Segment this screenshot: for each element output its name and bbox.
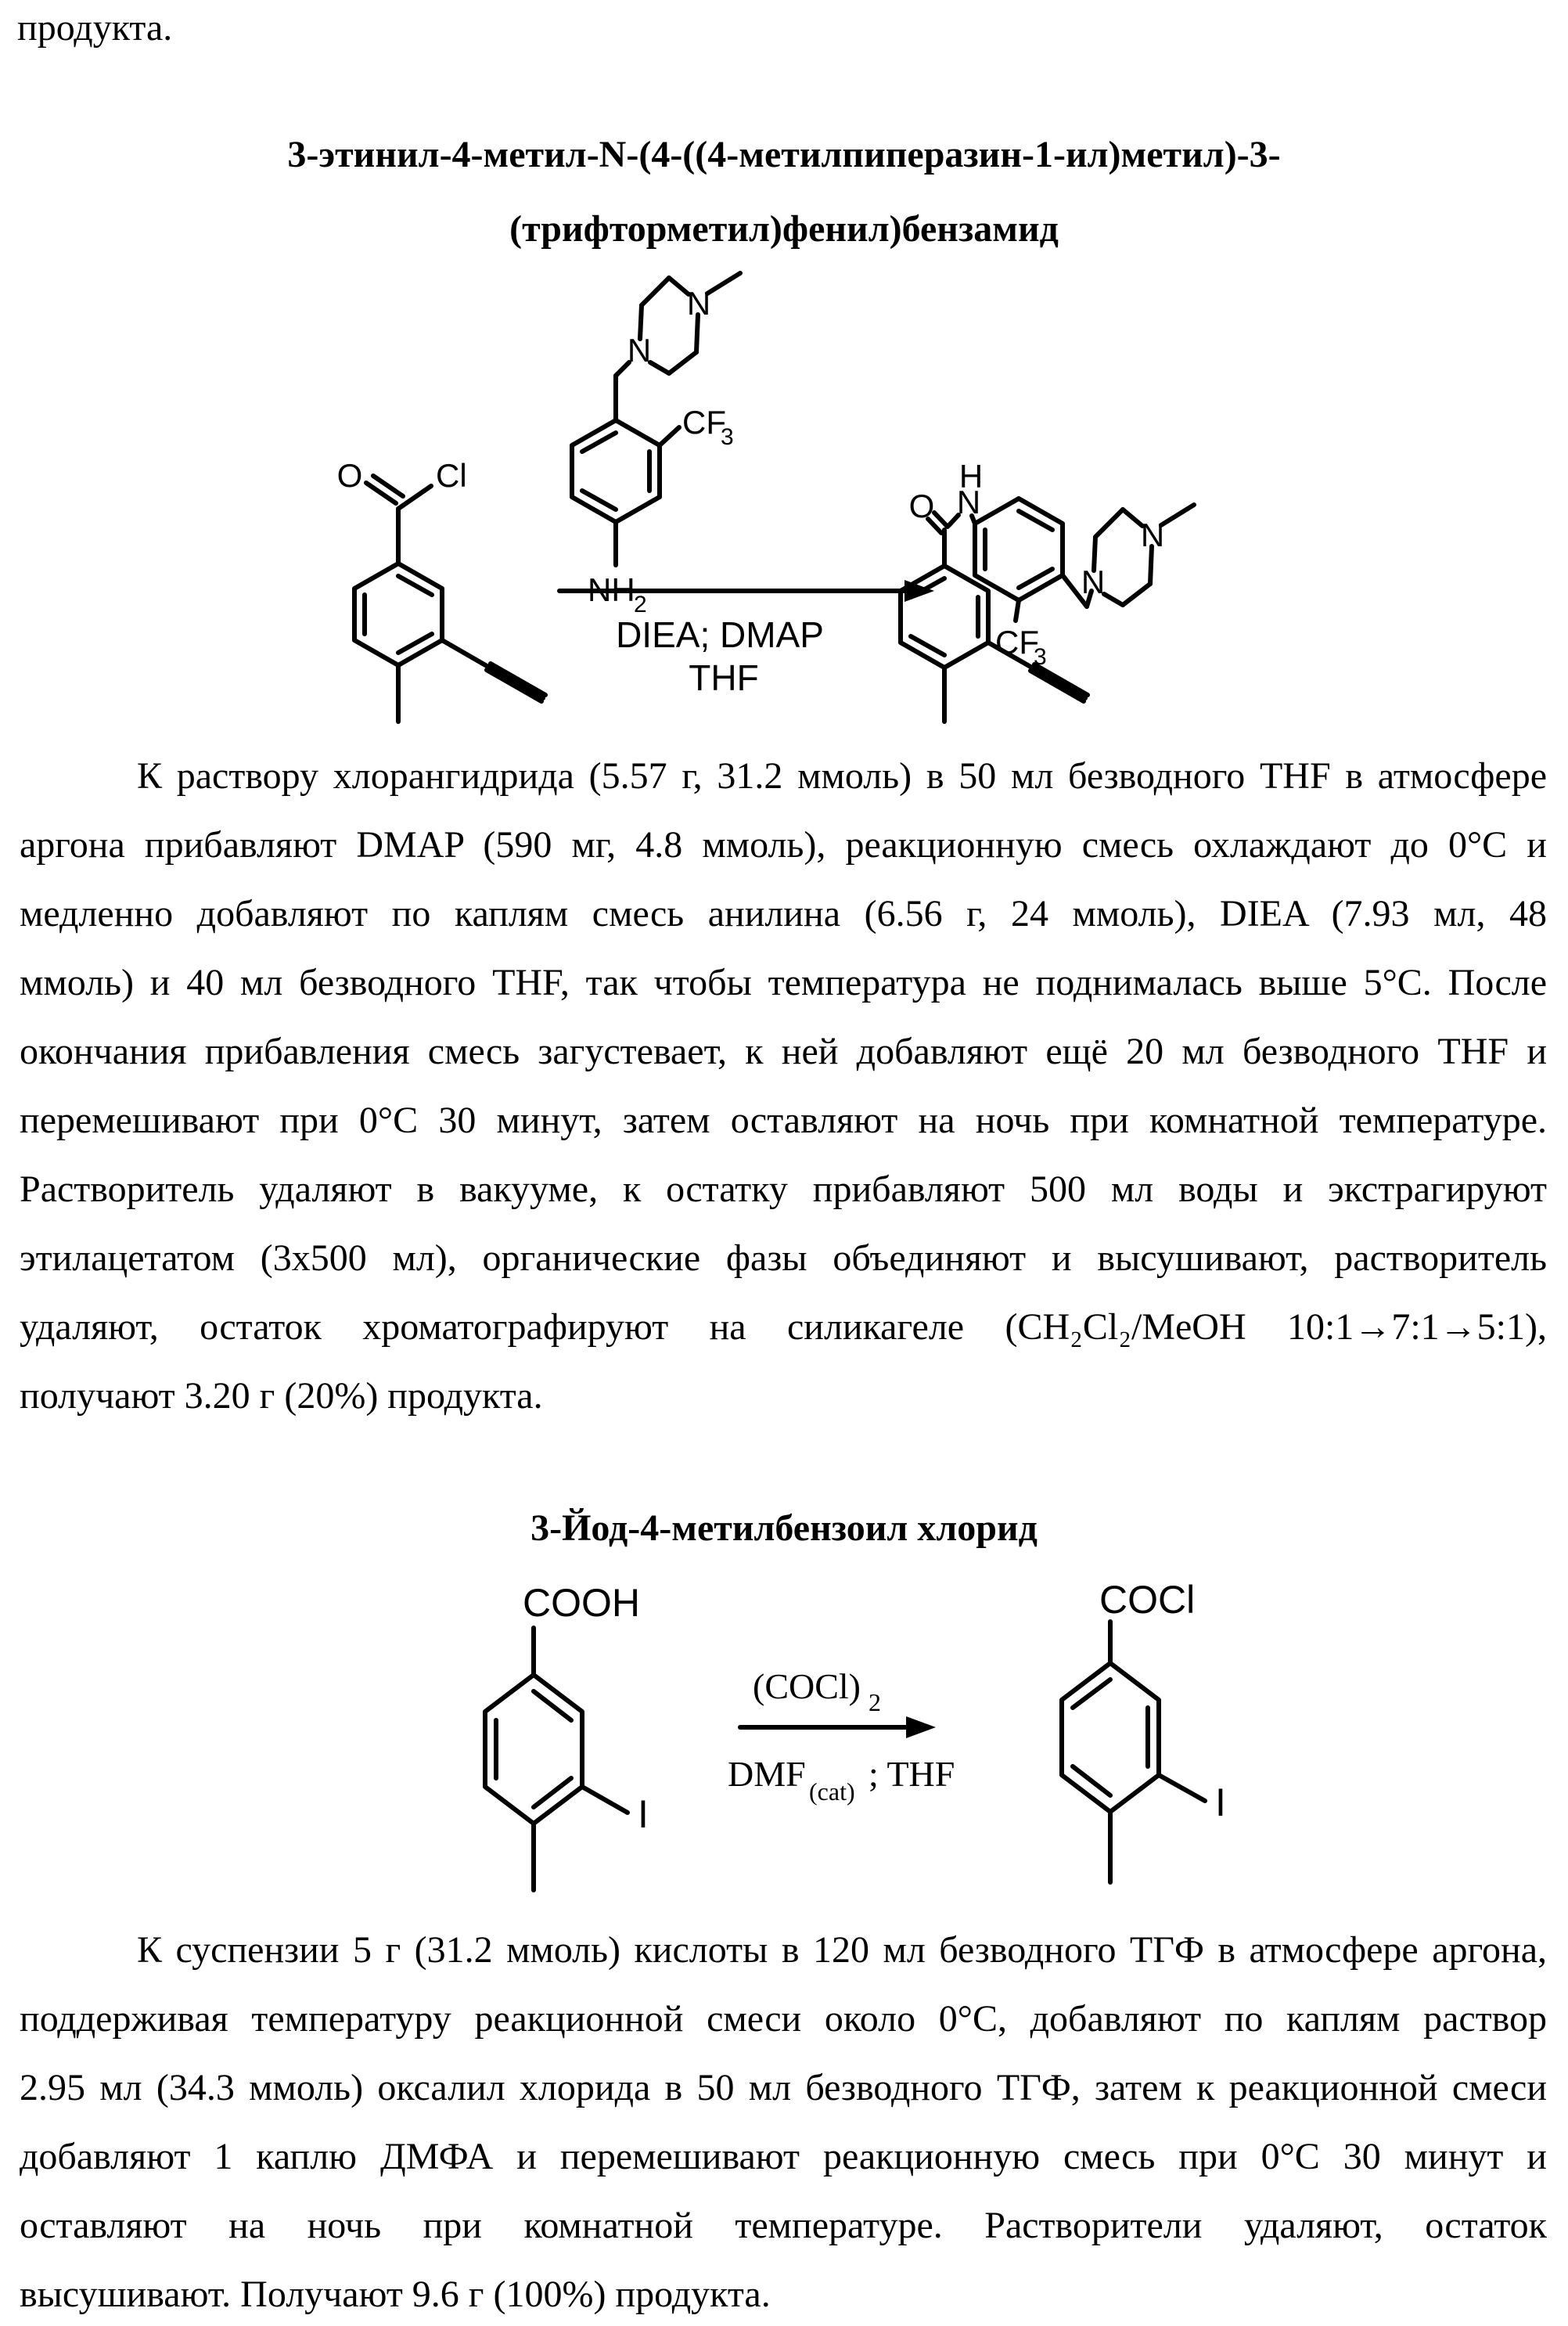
compound-title-line1: 3-этинил-4-метил-N-(4-((4-метилпиперазин-1-ил)метил)-3- (287, 134, 1281, 175)
structure-acyl-chloride (337, 457, 545, 722)
reaction-scheme-2-drawing (391, 1581, 1330, 1910)
atom-label-oxygen: O (908, 488, 935, 524)
paragraph-line: окончания прибавления смесь загустевает, к ней добавляют ещё 20 мл безводного THF и (20, 1031, 1547, 1072)
reagent-subscript: 2 (869, 1688, 881, 1716)
paragraph-line: высушивают. Получают 9.6 г (100%) продукта. (20, 2274, 771, 2315)
structure-product-benzamide (901, 458, 1194, 722)
paragraph-line: получают 3.20 г (20%) продукта. (20, 1375, 543, 1417)
atom-label-cf: CF (682, 404, 726, 441)
benzene-ring (485, 1675, 582, 1824)
subscript-3: 3 (1034, 644, 1047, 670)
atom-label-iodine: I (638, 1792, 649, 1836)
synthesis-procedure-1 (20, 742, 1547, 1431)
paragraph-line: Растворитель удаляют в вакууме, к остатку прибавляют 500 мл воды и экстрагируют (20, 1168, 1547, 1210)
atom-label-nitrogen: N (956, 484, 981, 520)
solvent-label-dmf: DMF (728, 1754, 806, 1794)
subscript-2: 2 (634, 592, 647, 618)
benzene-ring (354, 563, 442, 665)
paragraph-line: перемешивают при 0°С 30 минут, затем оставляют на ночь при комнатной температуре. (20, 1100, 1547, 1141)
benzene-ring (901, 566, 988, 668)
compound-title-line2: (трифторметил)фенил)бензамид (509, 208, 1059, 250)
carryover-text-line: продукта. (17, 7, 173, 49)
reaction-scheme-1 (269, 258, 1568, 744)
paragraph-line: добавляют 1 каплю ДМФА и перемешивают реакционную смесь при 0°С 30 минут и (20, 2136, 1547, 2177)
atom-label-cf: CF (995, 624, 1039, 661)
benzene-ring (1062, 1663, 1159, 1812)
paragraph-line: К раствору хлорангидрида (5.57 г, 31.2 ммоль) в 50 мл безводного THF в атмосфере (137, 755, 1547, 797)
atom-label-chlorine: Cl (436, 457, 467, 494)
reaction-conditions-line2: THF (689, 657, 759, 698)
paragraph-line: этилацетатом (3x500 мл), органические фазы объединяют и высушивают, растворитель (20, 1237, 1547, 1279)
paragraph-line: оставляют на ночь при комнатной температуре. Растворители удаляют, остаток (20, 2205, 1547, 2246)
compound-title-2: 3-Йод-4-метилбензоил хлорид (530, 1507, 1038, 1549)
atom-label-nitrogen: N (686, 285, 711, 322)
solvent-subscript-cat: (cat) (809, 1777, 855, 1806)
structure-aniline (572, 273, 740, 618)
paragraph-line: поддерживая температуру реакционной смеси около 0°С, добавляют по каплям раствор (20, 1998, 1547, 2040)
reaction-conditions-line1: DIEA; DMAP (616, 614, 824, 655)
atom-label-nitrogen: N (1140, 517, 1165, 553)
atom-label-oxygen: O (336, 457, 363, 494)
solvent-label-thf: ; THF (869, 1754, 955, 1794)
atom-label-nh: NH (588, 571, 635, 608)
benzene-ring (572, 420, 660, 522)
structure-benzoyl-chloride-product (1062, 1581, 1226, 1882)
paragraph-line: удаляют, остаток хроматографируют на силикагеле (CH₂Cl₂/MeOH 10:1→7:1→5:1), (20, 1306, 1547, 1348)
paragraph-line: 2.95 мл (34.3 ммоль) оксалил хлорида в 50 мл безводного ТГФ, затем к реакционной смеси (20, 2067, 1547, 2108)
cocl-label: COCl (1099, 1581, 1196, 1622)
atom-label-nitrogen: N (627, 332, 652, 369)
reaction-scheme-1-drawing (269, 258, 1568, 744)
synthesis-procedure-2 (20, 1916, 1547, 2326)
atom-label-iodine: I (1215, 1781, 1226, 1824)
atom-label-nitrogen: N (1081, 563, 1106, 600)
reagent-label: (COCl) (753, 1666, 861, 1706)
reaction-arrow-2 (728, 1666, 955, 1806)
atom-label-hydrogen: H (958, 458, 984, 495)
benzene-ring (975, 499, 1063, 600)
paragraph-line: аргона прибавляют DMAP (590 мг, 4.8 ммоль), реакционную смесь охлаждают до 0°С и (20, 824, 1547, 866)
paragraph-line: ммоль) и 40 мл безводного THF, так чтобы температура не поднималась выше 5°С. После (20, 962, 1548, 1003)
reaction-scheme-2 (391, 1581, 1330, 1910)
paragraph-line: медленно добавляют по каплям смесь анилина (6.56 г, 24 ммоль), DIEA (7.93 мл, 48 (20, 893, 1547, 934)
structure-benzoic-acid (485, 1581, 649, 1890)
compound-title (0, 117, 1568, 266)
cooh-label: COOH (523, 1581, 640, 1625)
subscript-3: 3 (721, 424, 734, 450)
arrow-head-icon (906, 1716, 936, 1738)
paragraph-line: К суспензии 5 г (31.2 ммоль) кислоты в 120 мл безводного ТГФ в атмосфере аргона, (137, 1929, 1547, 1971)
